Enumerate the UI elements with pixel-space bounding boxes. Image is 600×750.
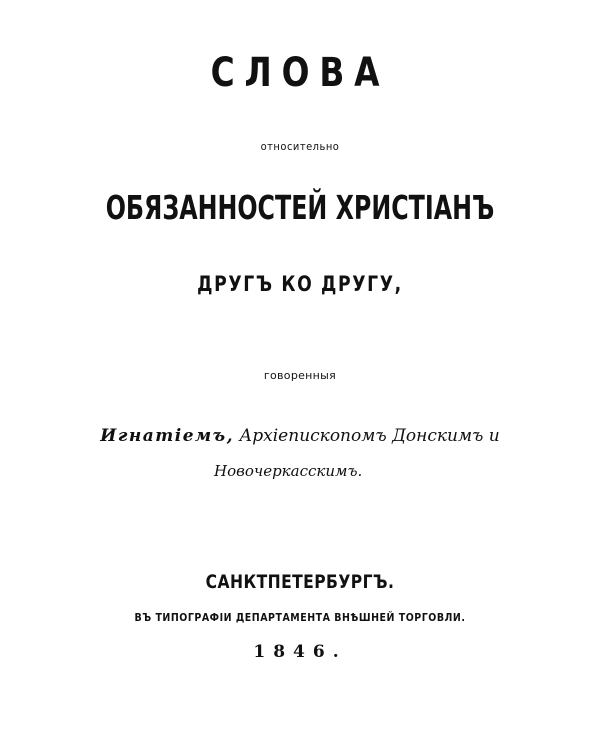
subject-line: ОБЯЗАННОСТЕЙ ХРИСТІАНЪ [105, 188, 495, 227]
author-rank-line2: Новочеркасскимъ. [214, 462, 363, 480]
spoken-line: говоренныя [263, 369, 337, 382]
city-imprint: САНКТПЕТЕРБУРГЪ. [205, 571, 395, 593]
printer-imprint: ВЪ ТИПОГРАФІИ ДЕПАРТАМЕНТА ВНѢШНЕЙ ТОРГОВЛИ. [134, 611, 466, 624]
to-each-other-line: ДРУГЪ КО ДРУГУ, [197, 272, 403, 296]
publication-year: 1846. [253, 642, 347, 662]
author-rank-line1: Архіепископомъ Донскимъ и [234, 426, 500, 446]
relating-line: относительно [260, 140, 340, 153]
author-name: Игнатіемъ, [100, 426, 234, 446]
book-title: СЛОВА [210, 50, 390, 96]
author-line [0, 426, 600, 446]
